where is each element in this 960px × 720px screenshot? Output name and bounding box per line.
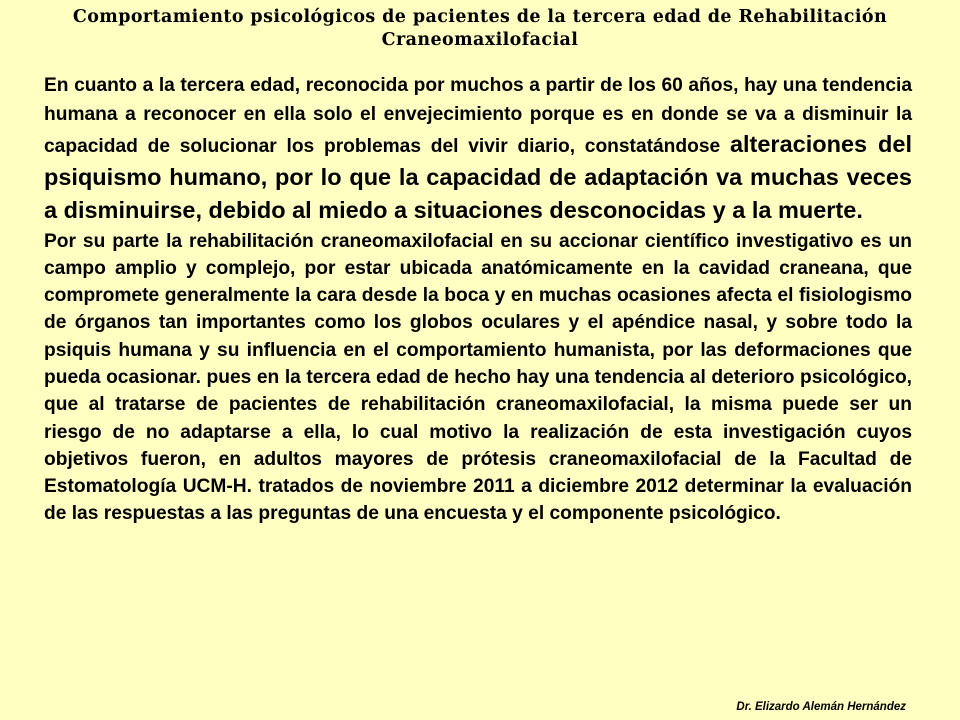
- paragraph-tercera-edad-emphasis: alteraciones del psiquismo humano, por lo que la capacidad de adaptación va muchas veces a disminuirse, debido al miedo a situaciones desconocidas y a la muerte.: [44, 131, 912, 223]
- paragraph-tercera-edad: [44, 72, 912, 228]
- slide-body: [44, 72, 912, 528]
- slide-title: Comportamiento psicológicos de pacientes de la tercera edad de Rehabilitación Craneomaxilofacial: [72, 7, 888, 50]
- paragraph-rehabilitacion: Por su parte la rehabilitación craneomaxilofacial en su accionar científico investigativo es un campo amplio y complejo, por estar ubicada anatómicamente en la cavidad craneana, que compromete generalmente la cara desde la boca y en muchas ocasiones afecta el fisiologismo de órganos tan importantes como los globos oculares y el apéndice nasal, y sobre todo la psiquis humana y su influencia en el comportamiento humanista, por las deformaciones que pueda ocasionar. pues en la tercera edad de hecho hay una tendencia al deterioro psicológico, que al tratarse de pacientes de rehabilitación craneomaxilofacial, la misma puede ser un riesgo de no adaptarse a ella, lo cual motivo la realización de esta investigación cuyos objetivos fueron, en adultos mayores de prótesis craneomaxilofacial de la Facultad de Estomatología UCM-H. tratados de noviembre 2011 a diciembre 2012 determinar la evaluación de las respuestas a las preguntas de una encuesta y el componente psicológico.: [44, 230, 912, 525]
- author-credit: Dr. Elizardo Alemán Hernández: [736, 701, 906, 713]
- paragraph-tercera-edad-text: En cuanto a la tercera edad, reconocida por muchos a partir de los 60 años, hay una tendencia humana a reconocer en ella solo el envejecimiento porque es en donde se va a disminuir la capacidad de solucionar los problemas del vivir diario, constatándose: [44, 75, 912, 158]
